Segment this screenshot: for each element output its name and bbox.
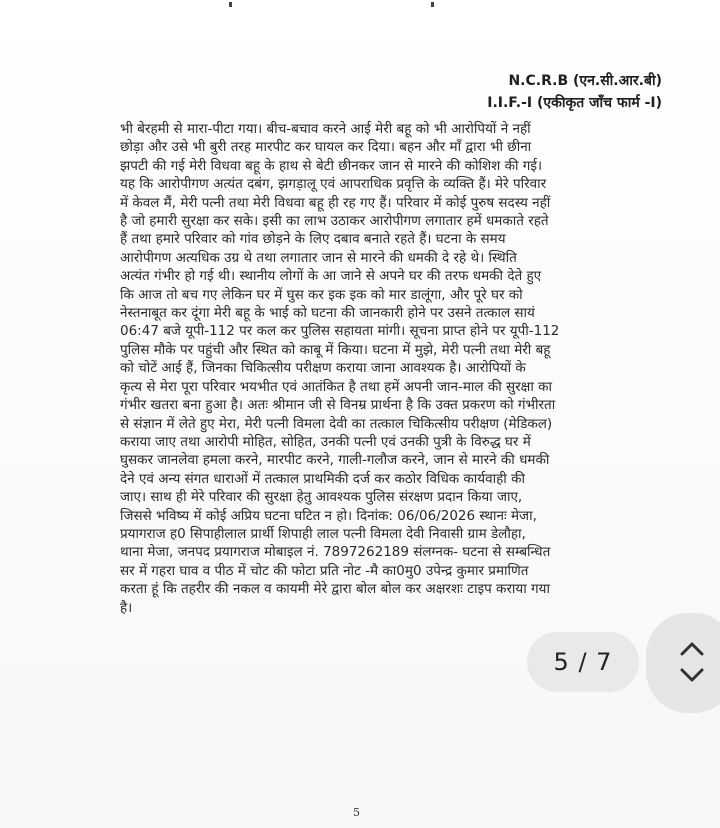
body-line: है। (120, 599, 133, 616)
body-line: आरोपीगण अत्यधिक उग्र थे तथा लगातार जान से मारने की धमकी दे रहे थे। स्थिति (120, 249, 517, 266)
body-line: पुलिस मौके पर पहुंची और स्थित को काबू में किया। घटना में मुझे, मेरी पत्नी तथा मेरी बहू (120, 341, 551, 358)
body-line: कराया जाए तथा आरोपी मोहित, सोहित, उनकी पत्नी एवं उनकी पुत्री के विरुद्ध घर में (120, 433, 531, 450)
body-line: झपटी की गई मेरी विधवा बहू के हाथ से बेटी छीनकर जान से मारने की कोशिश की गई। (120, 157, 543, 174)
body-line: कृत्य से मेरा पूरा परिवार भयभीत एवं आतंकित है तथा हमें अपनी जान-माल की सुरक्षा का (120, 378, 552, 395)
body-line: को चोटें आई हैं, जिनका चिकित्सीय परीक्षण कराया जाना आवश्यक है। आरोपियों के (120, 360, 526, 377)
page-number: 5 (353, 806, 360, 819)
body-line: घुसकर जानलेवा हमला करने, मारपीट करने, गाली-गलौज करने, जान से मारने की धमकी (120, 452, 550, 469)
body-line: करता हूं कि तहरीर की नकल व कायमी मेरे द्वारा बोल बोल कर अक्षरशः टाइप कराया गया (120, 581, 550, 598)
page-nav-control (646, 613, 720, 713)
body-line: में केवल मैं, मेरी पत्नी तथा मेरी विधवा बहू ही रह गए हैं। परिवार में कोई पुरुष सदस्य नहीं (120, 194, 551, 211)
edge-mark (431, 2, 434, 7)
chevron-down-icon[interactable] (678, 665, 706, 685)
body-line: जिससे भविष्य में कोई अप्रिय घटना घटित न हो। दिनांक: 06/06/2026 स्थानः मेजा, (120, 507, 537, 524)
form-header (487, 70, 662, 114)
header-iif: I.I.F.-I (एकीकृत जाँच फार्म -I) (487, 95, 662, 111)
header-ncrb: N.C.R.B (एन.सी.आर.बी) (508, 73, 662, 89)
body-line: जाए। साथ ही मेरे परिवार की सुरक्षा हेतु आवश्यक पुलिस संरक्षण प्रदान किया जाए, (120, 489, 523, 506)
chevron-up-icon[interactable] (678, 639, 706, 659)
body-line: हैं तथा हमारे परिवार को गांव छोड़ने के लिए दबाव बनाते रहते हैं। घटना के समय (120, 231, 506, 248)
body-line: देने एवं अन्य संगत धाराओं में तत्काल प्राथमिकी दर्ज कर कठोर विधिक कार्यवाही की (120, 470, 525, 487)
page-counter: 5 / 7 (527, 632, 639, 692)
body-line: से संज्ञान में लेते हुए मेरा, मेरी पत्नी विमला देवी का तत्काल चिकित्सीय परीक्षण (मेडिकल) (120, 415, 553, 432)
document-body (120, 120, 585, 617)
body-line: है जो हमारी सुरक्षा कर सके। इसी का लाभ उठाकर आरोपीगण लगातार हमें धमकाते रहते (120, 213, 549, 230)
body-line: यह कि आरोपीगण अत्यंत दबंग, झगड़ालू एवं आपराधिक प्रवृत्ति के व्यक्ति हैं। मेरे परिवार (120, 176, 547, 193)
body-line: सर में गहरा घाव व पीठ में चोट की फोटा प्रति नोट -मै का0मु0 उपेन्द्र कुमार प्रमाणित (120, 562, 529, 579)
body-line: छोड़ा और उसे भी बुरी तरह मारपीट कर घायल कर दिया। बहन और माँ द्वारा भी छीना (120, 139, 532, 156)
body-line: नेस्तनाबूत कर दूंगा मेरी बहू के भाई को घटना की जानकारी होने पर उसने तत्काल सायं (120, 305, 535, 322)
body-line: 06:47 बजे यूपी-112 पर कल कर पुलिस सहायता मांगी। सूचना प्राप्त होने पर यूपी-112 (120, 323, 560, 340)
body-line: थाना मेजा, जनपद प्रयागराज मोबाइल नं. 7897262189 संलग्नक- घटना से सम्बन्धित (120, 544, 551, 561)
body-line: गंभीर खतरा बना हुआ है। अतः श्रीमान जी से विनम्र प्रार्थना है कि उक्त प्रकरण को गंभीरता (120, 397, 556, 414)
edge-mark (229, 2, 232, 7)
body-line: भी बेरहमी से मारा-पीटा गया। बीच-बचाव करने आई मेरी बहू को भी आरोपियों ने नहीं (120, 121, 531, 137)
body-line: प्रयागराज ह0 सिपाहीलाल प्रार्थी शिपाही लाल पत्नी विमला देवी निवासी ग्राम डेलौहा, (120, 525, 526, 542)
body-line: कि आज तो बच गए लेकिन घर में घुस कर इक इक को मार डालूंगा, और पूरे घर को (120, 286, 523, 303)
body-line: अत्यंत गंभीर हो गई थी। स्थानीय लोगों के आ जाने से अपने घर की तरफ धमकी देते हुए (120, 268, 542, 285)
top-edge-marks (0, 0, 720, 12)
